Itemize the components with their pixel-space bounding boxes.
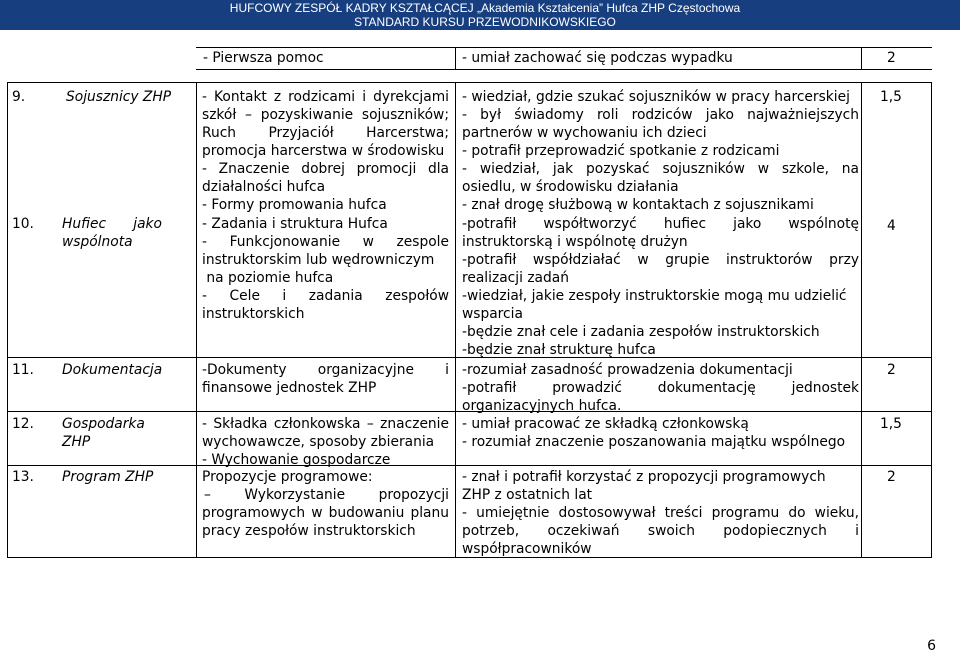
content-line: -Dokumenty organizacyjne i bbox=[202, 362, 449, 378]
outcome-line: osiedlu, w środowisku działania bbox=[462, 179, 679, 195]
topic-line: Hufiec jako bbox=[62, 216, 162, 232]
outcome-line: - umiejętnie dostosowywał treści programu do wieku, bbox=[462, 505, 859, 521]
row-topic: Sojusznicy ZHP bbox=[66, 89, 172, 105]
rule bbox=[196, 47, 932, 48]
content-line: wychowawcze, sposoby zbierania bbox=[202, 434, 435, 450]
rule bbox=[196, 69, 932, 70]
rule bbox=[861, 47, 862, 69]
outcome-line: -potrafił prowadzić dokumentację jednostek bbox=[462, 380, 859, 396]
topic-line: wspólnota bbox=[62, 234, 133, 250]
row-content bbox=[202, 415, 449, 469]
content-line: - Cele i zadania zespołów bbox=[202, 288, 449, 304]
row-content bbox=[202, 88, 449, 214]
rule bbox=[7, 82, 932, 83]
content-line: - Wychowanie gospodarcze bbox=[202, 452, 391, 468]
content-line: - Kontakt z rodzicami i dyrekcjami bbox=[202, 89, 449, 105]
outcome-line: realizacji zadań bbox=[462, 270, 569, 286]
content-line: - Zadania i struktura Hufca bbox=[202, 216, 388, 232]
content-line: - Znaczenie dobrej promocji dla bbox=[202, 161, 449, 177]
content-line: - Funkcjonowanie w zespole bbox=[202, 234, 449, 250]
content-line: instruktorskich bbox=[202, 306, 305, 322]
row-topic bbox=[62, 415, 145, 451]
outcome-line: organizacyjnych hufca. bbox=[462, 398, 622, 414]
outcome-line: - umiał pracować ze składką członkowską bbox=[462, 416, 749, 432]
outcome-line: - znał drogę służbową w kontaktach z sojusznikami bbox=[462, 197, 814, 213]
rule bbox=[7, 465, 932, 466]
content-line: szkół – pozyskiwanie sojuszników; bbox=[202, 107, 449, 123]
outcome-line: - rozumiał znaczenie poszanowania majątku wspólnego bbox=[462, 434, 846, 450]
row-number: 11. bbox=[12, 362, 34, 378]
outcome-line: -wiedział, jakie zespoły instruktorskie mogą mu udzielić bbox=[462, 288, 847, 304]
row-outcome bbox=[462, 361, 859, 415]
row-outcome bbox=[462, 215, 859, 359]
row-content bbox=[202, 215, 449, 323]
row-topic: Program ZHP bbox=[62, 469, 154, 485]
outcome-line: - znał i potrafił korzystać z propozycji programowych bbox=[462, 469, 826, 485]
content-line: finansowe jednostek ZHP bbox=[202, 380, 377, 396]
content-line: pracy zespołów instruktorskich bbox=[202, 523, 416, 539]
row-hours: 1,5 bbox=[880, 416, 902, 432]
content-line: - Składka członkowska – znaczenie bbox=[202, 416, 449, 432]
rule bbox=[455, 47, 456, 69]
row-number: 9. bbox=[12, 89, 26, 105]
content-line: - Formy promowania hufca bbox=[202, 197, 387, 213]
outcome-line: wsparcia bbox=[462, 306, 523, 322]
outcome-line: -potrafił współdziałać w grupie instruktorów przy bbox=[462, 252, 859, 268]
header-line-2: STANDARD KURSU PRZEWODNIKOWSKIEGO bbox=[354, 15, 616, 29]
row-outcome bbox=[462, 415, 859, 451]
outcome-line: instruktorską i wspólnotę drużyn bbox=[462, 234, 688, 250]
row-number: 12. bbox=[12, 416, 34, 432]
content-line: Ruch Przyjaciół Harcerstwa; bbox=[202, 125, 449, 141]
rule bbox=[861, 82, 862, 557]
outcome-line: ZHP z ostatnich lat bbox=[462, 487, 593, 503]
topic-line: Gospodarka bbox=[62, 416, 145, 432]
content-line: instruktorskim lub wędrowniczym bbox=[202, 252, 435, 268]
row-number: 13. bbox=[12, 469, 34, 485]
outcome-line: -potrafił współtworzyć hufiec jako wspólnotę bbox=[462, 216, 859, 232]
outcome-line: - wiedział, gdzie szukać sojuszników w pracy harcerskiej bbox=[462, 89, 850, 105]
content-line: Propozycje programowe: bbox=[202, 469, 373, 485]
outcome-line: partnerów w wychowaniu ich dzieci bbox=[462, 125, 707, 141]
outcome-line: -będzie znał strukturę hufca bbox=[462, 342, 656, 358]
row-hours: 2 bbox=[887, 362, 896, 378]
outcome-line: - potrafił przeprowadzić spotkanie z rodzicami bbox=[462, 143, 780, 159]
row-outcome bbox=[462, 468, 859, 558]
row-outcome bbox=[462, 88, 859, 214]
document-header bbox=[0, 0, 960, 30]
rule bbox=[455, 82, 456, 557]
top-row-outcome: - umiał zachować się podczas wypadku bbox=[462, 50, 733, 66]
row-hours: 1,5 bbox=[880, 89, 902, 105]
content-line: działalności hufca bbox=[202, 179, 326, 195]
content-line: promocja harcerstwa w środowisku bbox=[202, 143, 445, 159]
row-hours: 4 bbox=[887, 218, 896, 234]
outcome-line: współpracowników bbox=[462, 541, 592, 557]
row-topic bbox=[62, 215, 162, 251]
page-number: 6 bbox=[927, 638, 936, 654]
outcome-line: -rozumiał zasadność prowadzenia dokumentacji bbox=[462, 362, 793, 378]
content-line: programowych w budowaniu planu bbox=[202, 505, 449, 521]
content-line: – Wykorzystanie propozycji bbox=[204, 487, 449, 503]
row-content bbox=[202, 361, 449, 397]
outcome-line: -będzie znał cele i zadania zespołów instruktorskich bbox=[462, 324, 820, 340]
row-topic: Dokumentacja bbox=[62, 362, 163, 378]
rule bbox=[7, 82, 8, 557]
header-line-1: HUFCOWY ZESPÓŁ KADRY KSZTAŁCĄCEJ „Akademia Kształcenia” Hufca ZHP Częstochowa bbox=[229, 1, 741, 15]
row-content bbox=[202, 468, 449, 540]
outcome-line: - był świadomy roli rodziców jako najważniejszych bbox=[462, 107, 859, 123]
top-row-content: - Pierwsza pomoc bbox=[203, 50, 324, 66]
content-line: na poziomie hufca bbox=[202, 270, 334, 286]
row-number: 10. bbox=[12, 216, 34, 232]
top-row-hours: 2 bbox=[887, 50, 896, 66]
outcome-line: - wiedział, jak pozyskać sojuszników w szkole, na bbox=[462, 161, 859, 177]
topic-line: ZHP bbox=[62, 434, 91, 450]
rule bbox=[196, 82, 197, 557]
row-hours: 2 bbox=[887, 469, 896, 485]
rule bbox=[931, 82, 932, 557]
outcome-line: potrzeb, oczekiwań swoich podopiecznych i bbox=[462, 523, 859, 539]
